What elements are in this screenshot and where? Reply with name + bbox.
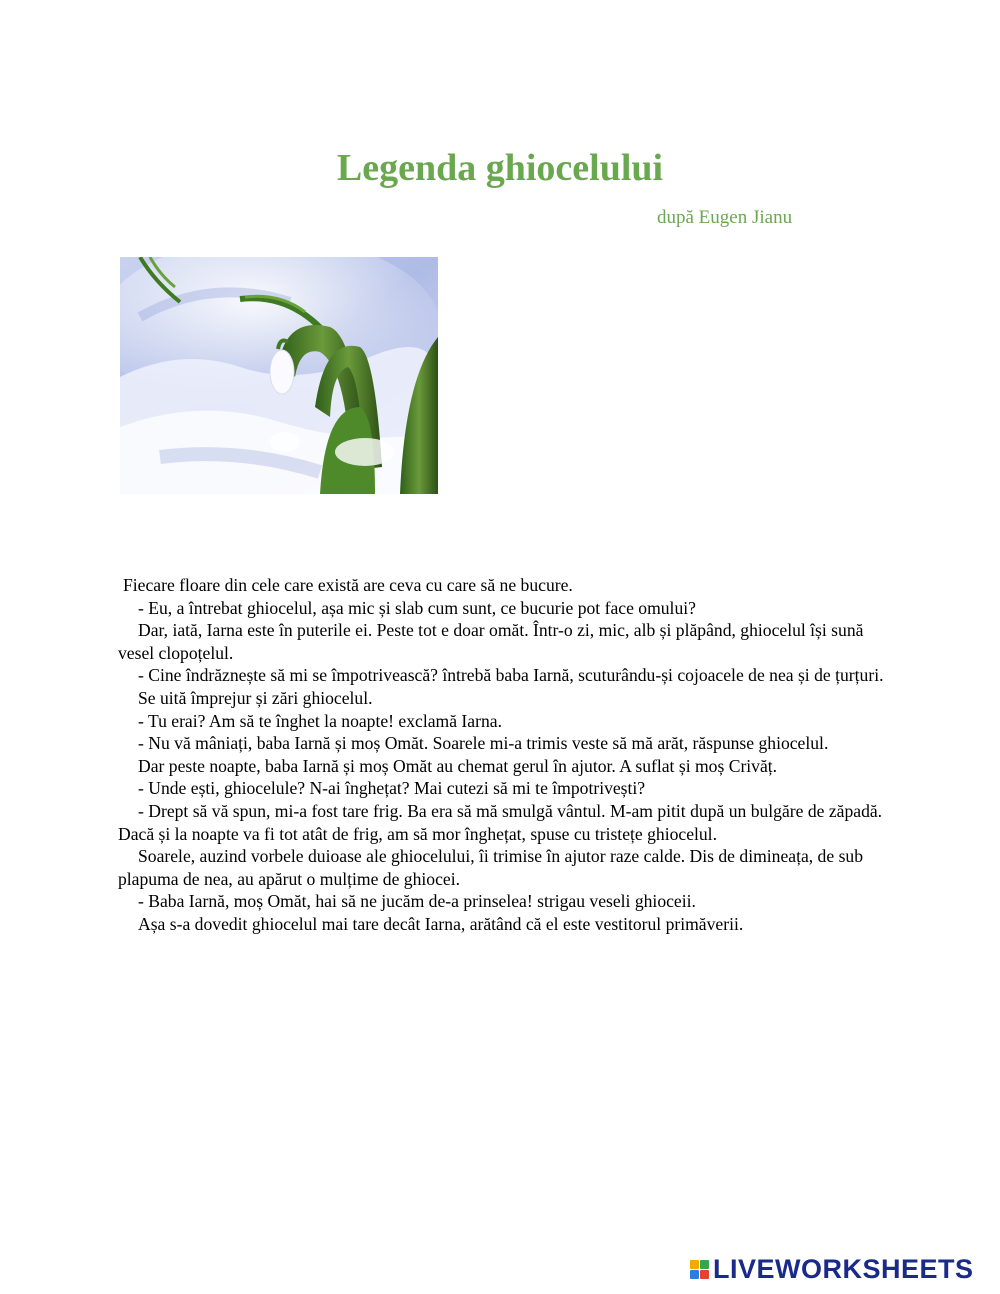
liveworksheets-logo-icon [690,1260,709,1279]
liveworksheets-brand[interactable] [690,1253,974,1285]
story-paragraph: - Eu, a întrebat ghiocelul, așa mic și slab cum sunt, ce bucurie pot face omului? [138,597,696,618]
snowdrop-photo [120,257,438,494]
story-paragraph: Fiecare floare din cele care există are ceva cu care să ne bucure. [123,575,573,595]
story-paragraph: Așa s-a dovedit ghiocelul mai tare decât Iarna, arătând că el este vestitorul primăverii. [138,913,744,934]
brand-name: LIVEWORKSHEETS [713,1253,974,1284]
story-text [118,574,888,936]
story-paragraph: Dar, iată, Iarna este în puterile ei. Peste tot e doar omăt. Într-o zi, mic, alb și plăpând, ghiocelul își sună vesel clopoțelul. [118,620,864,663]
story-paragraph: - Nu vă mâniați, baba Iarnă și moș Omăt. Soarele mi-a trimis veste să mă arăt, răspunse ghiocelul. [138,733,829,754]
story-paragraph: - Baba Iarnă, moș Omăt, hai să ne jucăm de-a prinselea! strigau veseli ghioceii. [138,891,696,912]
author-credit: după Eugen Jianu [657,207,793,228]
story-paragraph: - Unde ești, ghiocelule? N-ai înghețat? Mai cutezi să mi te împotrivești? [138,778,646,799]
story-paragraph: Dar peste noapte, baba Iarnă și moș Omăt au chemat gerul în ajutor. A suflat și moș Crivăț. [138,755,778,776]
story-paragraph: - Cine îndrăznește să mi se împotrivească? întrebă baba Iarnă, scuturându-și cojoacele de nea și de țurțuri. [138,665,884,686]
story-paragraph: Se uită împrejur și zări ghiocelul. [138,687,373,708]
document-title: Legenda ghiocelului [336,147,664,189]
story-paragraph: Soarele, auzind vorbele duioase ale ghiocelului, îi trimise în ajutor raze calde. Dis de dimineața, de sub plapuma de nea, au apărut o mulțime de ghiocei. [118,846,864,889]
story-paragraph: - Drept să vă spun, mi-a fost tare frig. Ba era să mă smulgă vântul. M-am pitit după un bulgăre de zăpadă. Dacă și la noapte va fi tot atât de frig, am să mor înghețat, spuse cu tristețe ghiocelul. [118,800,883,844]
story-paragraph: - Tu erai? Am să te înghet la noapte! exclamă Iarna. [138,710,502,731]
